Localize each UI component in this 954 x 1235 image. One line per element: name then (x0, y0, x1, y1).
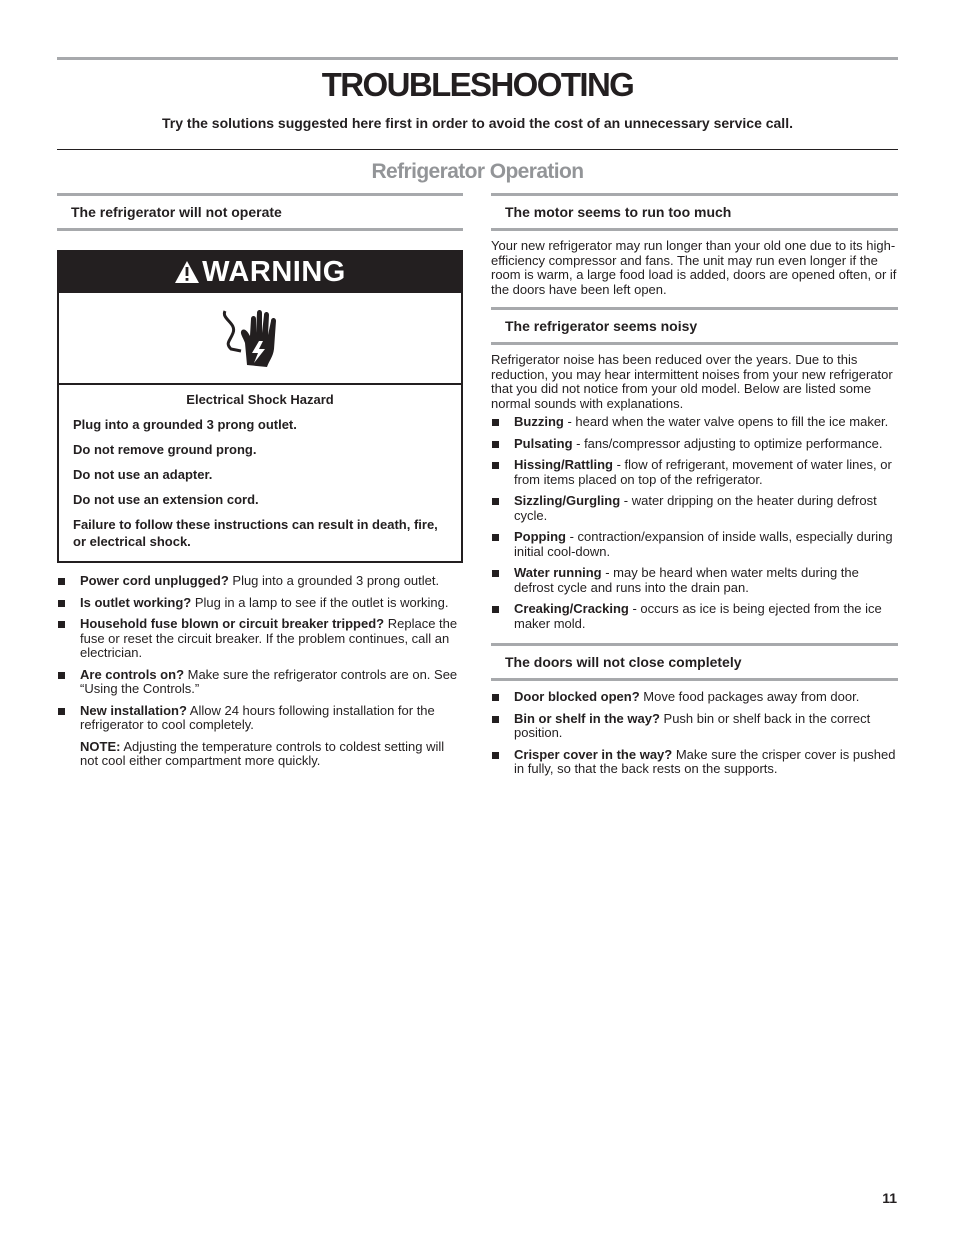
warning-body (59, 385, 461, 561)
list-item: Pulsating - fans/compressor adjusting to optimize performance. (491, 437, 898, 452)
list-item: Crisper cover in the way? Make sure the crisper cover is pushed in fully, so that the back rests on the supports. (491, 748, 898, 777)
list-item: Power cord unplugged? Plug into a grounded 3 prong outlet. (57, 574, 463, 589)
list-item: Is outlet working? Plug in a lamp to see if the outlet is working. (57, 596, 463, 611)
electrical-shock-hand-icon (219, 305, 289, 371)
bullet-icon (492, 498, 499, 505)
bullet-icon (492, 716, 499, 723)
warning-line: Plug into a grounded 3 prong outlet. (73, 417, 297, 432)
heading-noisy: The refrigerator seems noisy (491, 307, 898, 345)
top-rule (57, 57, 898, 60)
bullet-icon (58, 621, 65, 628)
warning-line: Do not use an extension cord. (73, 492, 259, 507)
doors-list (491, 690, 898, 777)
bullet-icon (492, 694, 499, 701)
section-title: Refrigerator Operation (371, 160, 584, 183)
warning-label: WARNING (202, 256, 346, 288)
list-item: Household fuse blown or circuit breaker tripped? Replace the fuse or reset the circuit breaker. If the problem continues, call an electrician. (57, 617, 463, 661)
left-column (57, 193, 463, 769)
list-item: Popping - contraction/expansion of inside walls, especially during initial cool-down. (491, 530, 898, 559)
bullet-icon (492, 570, 499, 577)
hazard-title: Electrical Shock Hazard (186, 392, 334, 407)
warning-triangle-icon (174, 260, 200, 284)
bullet-icon (492, 462, 499, 469)
list-item: Are controls on? Make sure the refrigerator controls are on. See “Using the Controls.” (57, 668, 463, 697)
bullet-icon (492, 606, 499, 613)
list-item: Buzzing - heard when the water valve opens to fill the ice maker. (491, 415, 898, 430)
warning-header (59, 252, 461, 293)
motor-text: Your new refrigerator may run longer than your old one due to its high-efficiency compressor and fans. The unit may run even longer if the room is warm, a large food load is added, doors are opened often, or if the doors have been left open. (491, 238, 897, 297)
section-rule (57, 149, 898, 150)
list-item: Door blocked open? Move food packages away from door. (491, 690, 898, 705)
page-title: TROUBLESHOOTING (321, 66, 634, 103)
intro-text: Try the solutions suggested here first in order to avoid the cost of an unnecessary service call. (162, 115, 793, 131)
list-item: Creaking/Cracking - occurs as ice is being ejected from the ice maker mold. (491, 602, 898, 631)
noise-list (491, 415, 898, 631)
bullet-icon (492, 752, 499, 759)
bullet-icon (492, 534, 499, 541)
note-text: NOTE: Adjusting the temperature controls to coldest setting will not cool either compartment more quickly. (80, 738, 445, 768)
shock-hazard-pictogram (59, 293, 461, 385)
warning-line: Failure to follow these instructions can result in death, fire, or electrical shock. (73, 517, 438, 549)
bullet-icon (58, 708, 65, 715)
operate-checklist (57, 574, 463, 733)
bullet-icon (58, 672, 65, 679)
page-number: 11 (882, 1190, 897, 1206)
bullet-icon (58, 578, 65, 585)
heading-will-not-operate: The refrigerator will not operate (57, 193, 463, 231)
heading-motor: The motor seems to run too much (491, 193, 898, 231)
noisy-text: Refrigerator noise has been reduced over the years. Due to this reduction, you may hear intermittent noises from your new refrigerator that you did not notice from your old model. Below are listed some normal sounds with explanations. (491, 352, 893, 411)
warning-box (57, 250, 463, 563)
bullet-icon (492, 441, 499, 448)
list-item: Water running - may be heard when water melts during the defrost cycle and runs into the drain pan. (491, 566, 898, 595)
list-item: Hissing/Rattling - flow of refrigerant, movement of water lines, or from items placed on top of the refrigerator. (491, 458, 898, 487)
list-item: Sizzling/Gurgling - water dripping on the heater during defrost cycle. (491, 494, 898, 523)
heading-doors: The doors will not close completely (491, 643, 898, 681)
bullet-icon (492, 419, 499, 426)
warning-line: Do not use an adapter. (73, 467, 213, 482)
list-item: Bin or shelf in the way? Push bin or shelf back in the correct position. (491, 712, 898, 741)
right-column (491, 193, 898, 777)
warning-line: Do not remove ground prong. (73, 442, 257, 457)
bullet-icon (58, 600, 65, 607)
list-item: New installation? Allow 24 hours following installation for the refrigerator to cool completely. (57, 704, 463, 733)
